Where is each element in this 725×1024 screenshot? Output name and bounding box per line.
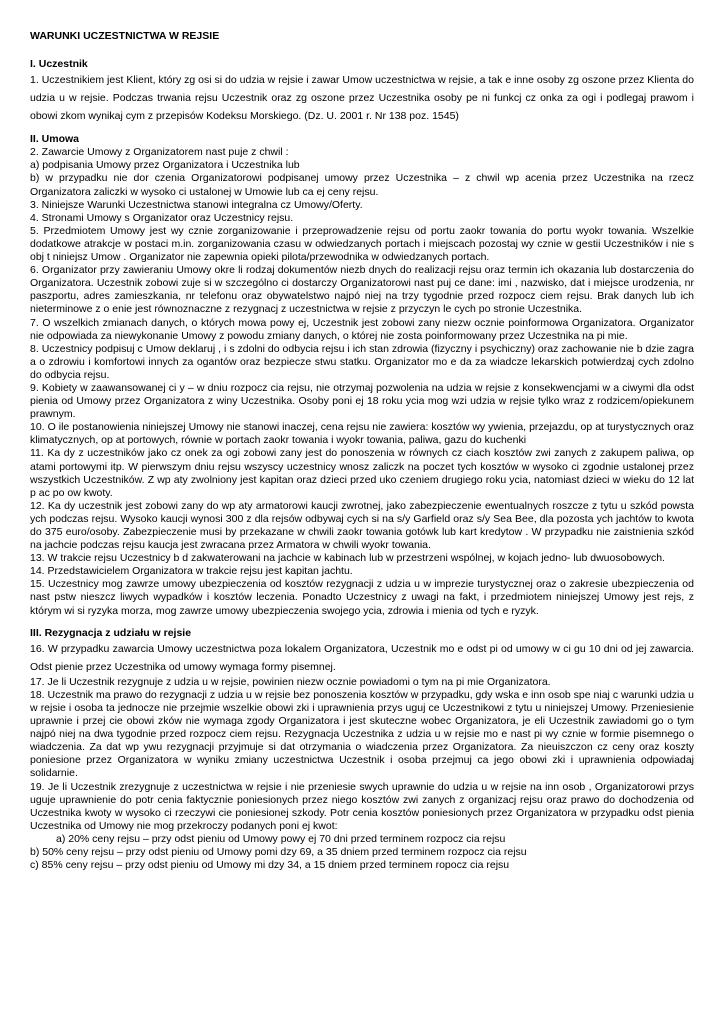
paragraph-2: 2. Zawarcie Umowy z Organizatorem nast puje z chwil :	[30, 146, 289, 159]
paragraph-2a: a) podpisania Umowy przez Organizatora i Uczestnika lub	[30, 159, 300, 172]
paragraph-13: 13. W trakcie rejsu Uczestnicy b d zakwaterowani na jachcie w kabinach lub w przestrzeni wspólnej, w kojach jedno- lub dwuosobowych.	[30, 552, 665, 565]
section-heading-rezygnacja: III. Rezygnacja z udziału w rejsie	[30, 626, 192, 639]
paragraph-19: 19. Je li Uczestnik zrezygnuje z uczestnictwa w rejsie i nie przeniesie swych uprawnie do udzia u w rejsie na inn osob , Organizatorowi przys uguje uprawnienie do potr cenia faktycznie poniesionych przez niego kosztów zwi zanych z organizacj rejsu oraz prawo do dochodzenia od Uczestnika kwoty w wysoko ci rzeczywi cie poniesionej szkody. Potr cenia kosztów poniesionych przez Organizatora w przypadku odst pienia Uczestnika od Umowy nie mog przekroczy podanych poni ej kwot:	[30, 780, 694, 832]
paragraph-7: 7. O wszelkich zmianach danych, o których mowa powy ej, Uczestnik jest zobowi zany niezw ocznie poinformowa Organizatora. Organizator nie odpowiada za niewykonanie Umowy z powodu zmiany danych, o której nie zosta poinformowany przez Uczestnika na pi mie.	[30, 316, 694, 342]
list-item-b: b) 50% ceny rejsu – przy odst pieniu od Umowy pomi dzy 69, a 35 dniem przed terminem rozpocz cia rejsu	[30, 845, 527, 858]
paragraph-17: 17. Je li Uczestnik rezygnuje z udzia u w rejsie, powinien niezw ocznie powiadomi o tym na pi mie Organizatora.	[30, 675, 551, 688]
section-heading-uczestnik: I. Uczestnik	[30, 58, 88, 71]
document-page	[30, 30, 694, 872]
paragraph-5: 5. Przedmiotem Umowy jest wy cznie zorganizowanie i przeprowadzenie rejsu od portu zaokr towania do portu wyokr towania. Wszelkie dodatkowe atrakcje w postaci m.in. zorganizowania czasu w odwiedzanych portach i miejscach pozostaj wy cznie w gestii Uczestników i nie s obj t niniejsz Umow . Organizator nie zapewnia opieki pilota/przewodnika w odwiedzanych portach.	[30, 224, 694, 264]
paragraph-14: 14. Przedstawicielem Organizatora w trakcie rejsu jest kapitan jachtu.	[30, 565, 353, 578]
paragraph-8: 8. Uczestnicy podpisuj c Umow deklaruj , i s zdolni do odbycia rejsu i ich stan zdrowia (fizyczny i psychiczny) oraz zachowanie nie b dzie zagra a o zdrowiu i komfortowi innych za ogantów oraz bezpiecze stwu statku. Organizator mo e da za wiadcze lekarskich potwierdzaj cych zdolno do odbycia rejsu.	[30, 342, 694, 381]
paragraph-16: 16. W przypadku zawarcia Umowy uczestnictwa poza lokalem Organizatora, Uczestnik mo e odst pi od umowy w ci gu 10 dni od jej zawarcia. Odst pienie przez Uczestnika od umowy wymaga formy pisemnej.	[30, 642, 694, 673]
paragraph-11: 11. Ka dy z uczestników jako cz onek za ogi zobowi zany jest do ponoszenia w równych cz ciach kosztów zwi zanych z zakupem paliwa, op atami portowymi itp. W pierwszym dniu rejsu wszyscy uczestnicy wnosz zaliczk na poczet tych kosztów w wysoko ci zgodnie ustalonej przez wszystkich Uczestników. Z wp aty zwolniony jest kapitan oraz dzieci przed uko czeniem drugiego roku ycia, natomiast dzieci w wieku do 12 lat p ac po ow kwoty.	[30, 447, 694, 499]
paragraph-12: 12. Ka dy uczestnik jest zobowi zany do wp aty armatorowi kaucji zwrotnej, jako zabezpieczenie ewentualnych roszcze z tytu u szkód powsta ych podczas rejsu. Wysoko kaucji wynosi 300 z dla rejsów odbywaj cych si na s/y Garfield oraz s/y Sea Bee, dla pozosta ych jachtów to kwota do 375 euro/osoby. Zabezpieczenie musi by przekazane w chwili zaokr towania gotówk lub kart kredytow . W przypadku nie zaistnienia szkód na jachcie podczas rejsu kaucja jest zwracana przez Armatora w chwili wyokr towania.	[30, 499, 694, 552]
paragraph-1: 1. Uczestnikiem jest Klient, który zg osi si do udzia w rejsie i zawar Umow uczestnictwa w rejsie, a tak e inne osoby zg oszone przez Klienta do udzia u w rejsie. Podczas trwania rejsu Uczestnik oraz zg oszone przez Uczestnika osoby pe ni funkcj cz onka za ogi i podlegaj prawom i obowi zkom wynikaj cym z przepisów Kodeksu Morskiego. (Dz. U. 2001 r. Nr 138 poz. 1545)	[30, 74, 694, 123]
paragraph-3: 3. Niniejsze Warunki Uczestnictwa stanowi integralna cz Umowy/Oferty.	[30, 198, 363, 211]
paragraph-6: 6. Organizator przy zawieraniu Umowy okre li rodzaj dokumentów niezb dnych do realizacji rejsu oraz termin ich okazania lub dostarczenia do Organizatora. Uczestnik zobowi zuje si w szczególno ci dostarczy Organizatorowi nast puj ce dane: imi , nazwisko, dat i miejsce urodzenia, nr paszportu, adres zamieszkania, nr telefonu oraz obywatelstwo najpó niej na trzy tygodnie przed rozpocz ciem rejsu. Brak danych lub ich nieterminowe z o enie jest równoznaczne z rezygnacj z uczestnictwa w rejsie z przyczyn le cych po stronie Uczestnika.	[30, 264, 694, 316]
document-title: WARUNKI UCZESTNICTWA W REJSIE	[30, 30, 220, 42]
list-item-c: c) 85% ceny rejsu – przy odst pieniu od Umowy mi dzy 34, a 15 dniem przed terminem ropocz cia rejsu	[30, 859, 510, 872]
paragraph-2b: b) w przypadku nie dor czenia Organizatorowi podpisanej umowy przez Uczestnika – z chwil wp acenia przez Uczestnika na rzecz Organizatora zaliczki w wysoko ci ustalonej w Umowie lub ca ej ceny rejsu.	[30, 172, 694, 198]
paragraph-18: 18. Uczestnik ma prawo do rezygnacji z udzia u w rejsie bez ponoszenia kosztów w przypadku, gdy wska e inn osob spe niaj c warunki udzia u w rejsie i osoba ta jednocze nie przejmie wszelkie obowi zki i uprawnienia przys uguj ce Uczestnikowi z tytu u niniejszej Umowy. Przeniesienie uprawnie i przej cie obowi zków nie wymaga zgody Organizatora i jest skuteczne wobec Organizatora, je eli Uczestnik zawiadomi go o tym najpó niej na dwa tygodnie przed rozpocz ciem rejsu. Rezygnacja Uczestnika z udzia u w rejsie mo e nast pi wy cznie w formie pisemnego o wiadczenia. Za dat wp ywu rezygnacji przyjmuje si dat otrzymania o wiadczenia przez Organizatora. Za nieuiszczon cz ceny oraz koszty poniesione przez Organizatora w wyniku zmiany uczestnictwa Uczestnik i osoba przejmuj ca jego obowi zki i uprawnienia odpowiadaj solidarnie.	[30, 688, 694, 780]
paragraph-4: 4. Stronami Umowy s Organizator oraz Uczestnicy rejsu.	[30, 211, 294, 224]
paragraph-15: 15. Uczestnicy mog zawrze umowy ubezpieczenia od kosztów rezygnacji z udzia u w imprezie turystycznej oraz o zakresie ubezpieczenia od nast pstw nieszcz liwych wypadków i kosztów leczenia. Ponadto Uczestnicy z uwagi na fakt, i przedmiotem niniejszej Umowy jest rejs, z którym wi si ryzyka morza, mog zawrze umowy ubezpieczenia swojego ycia, zdrowia i mienia od tych e ryzyk.	[30, 578, 694, 617]
paragraph-9: 9. Kobiety w zaawansowanej ci y – w dniu rozpocz cia rejsu, nie otrzymaj pozwolenia na udzia w rejsie z konsekwencjami w a ciwymi dla odst pienia od Umowy przez Organizatora z winy Uczestnika. Osoby poni ej 18 roku ycia mog wzi udzia w rejsie tylko wraz z rodzicem/opiekunem prawnym.	[30, 381, 694, 421]
list-item-a: a) 20% ceny rejsu – przy odst pieniu od Umowy powy ej 70 dni przed terminem rozpocz cia rejsu	[56, 832, 506, 845]
paragraph-10: 10. O ile postanowienia niniejszej Umowy nie stanowi inaczej, cena rejsu nie zawiera: kosztów wy ywienia, przejazdu, op at turystycznych oraz klimatycznych, op at portowych, równie w portach zaokr towania i wyokr towania, paliwa, gazu do kuchenki	[30, 421, 694, 447]
section-heading-umowa: II. Umowa	[30, 133, 80, 146]
